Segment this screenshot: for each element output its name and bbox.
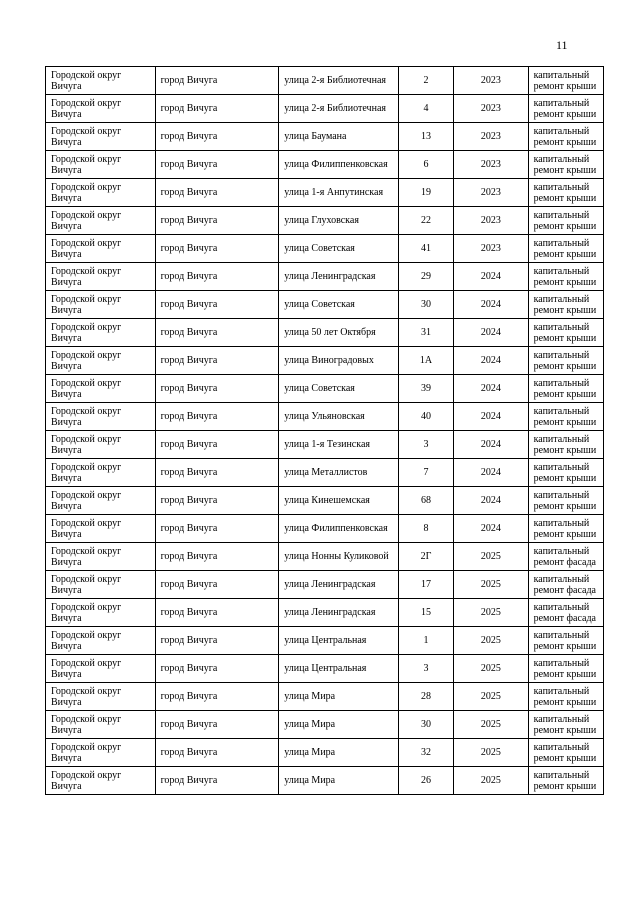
cell-planned-year: 2024 — [454, 515, 528, 543]
cell-house-number: 28 — [398, 683, 453, 711]
cell-municipal-district: Городской округ Вичуга — [46, 571, 156, 599]
cell-work-type: капитальный ремонт крыши — [528, 459, 603, 487]
table-row — [46, 263, 604, 291]
table-row — [46, 571, 604, 599]
table-row — [46, 599, 604, 627]
cell-municipal-district: Городской округ Вичуга — [46, 655, 156, 683]
cell-municipal-district: Городской округ Вичуга — [46, 403, 156, 431]
cell-work-type: капитальный ремонт крыши — [528, 711, 603, 739]
cell-house-number: 3 — [398, 431, 453, 459]
cell-street: улица Ленинградская — [279, 571, 399, 599]
cell-street: улица Ленинградская — [279, 263, 399, 291]
cell-municipal-district: Городской округ Вичуга — [46, 711, 156, 739]
cell-house-number: 1 — [398, 627, 453, 655]
cell-planned-year: 2024 — [454, 347, 528, 375]
page-number: 11 — [556, 38, 568, 52]
cell-work-type: капитальный ремонт крыши — [528, 683, 603, 711]
cell-house-number: 3 — [398, 655, 453, 683]
cell-house-number: 29 — [398, 263, 453, 291]
cell-house-number: 13 — [398, 123, 453, 151]
cell-planned-year: 2025 — [454, 683, 528, 711]
cell-municipal-district: Городской округ Вичуга — [46, 67, 156, 95]
cell-work-type: капитальный ремонт крыши — [528, 767, 603, 795]
table-row — [46, 123, 604, 151]
cell-work-type: капитальный ремонт крыши — [528, 403, 603, 431]
cell-street: улица 50 лет Октября — [279, 319, 399, 347]
cell-settlement: город Вичуга — [155, 263, 279, 291]
table-row — [46, 543, 604, 571]
cell-house-number: 68 — [398, 487, 453, 515]
cell-work-type: капитальный ремонт крыши — [528, 487, 603, 515]
table-row — [46, 319, 604, 347]
cell-settlement: город Вичуга — [155, 179, 279, 207]
cell-work-type: капитальный ремонт крыши — [528, 375, 603, 403]
cell-street: улица Центральная — [279, 627, 399, 655]
cell-settlement: город Вичуга — [155, 375, 279, 403]
table-row — [46, 235, 604, 263]
cell-work-type: капитальный ремонт крыши — [528, 515, 603, 543]
table-row — [46, 207, 604, 235]
cell-work-type: капитальный ремонт крыши — [528, 235, 603, 263]
cell-street: улица Ульяновская — [279, 403, 399, 431]
cell-planned-year: 2024 — [454, 291, 528, 319]
cell-planned-year: 2025 — [454, 655, 528, 683]
cell-settlement: город Вичуга — [155, 683, 279, 711]
cell-settlement: город Вичуга — [155, 95, 279, 123]
cell-work-type: капитальный ремонт крыши — [528, 347, 603, 375]
table-row — [46, 767, 604, 795]
cell-settlement: город Вичуга — [155, 347, 279, 375]
cell-planned-year: 2025 — [454, 627, 528, 655]
cell-municipal-district: Городской округ Вичуга — [46, 235, 156, 263]
cell-settlement: город Вичуга — [155, 767, 279, 795]
table-row — [46, 711, 604, 739]
cell-municipal-district: Городской округ Вичуга — [46, 683, 156, 711]
table-row — [46, 627, 604, 655]
cell-settlement: город Вичуга — [155, 123, 279, 151]
cell-municipal-district: Городской округ Вичуга — [46, 515, 156, 543]
cell-municipal-district: Городской округ Вичуга — [46, 487, 156, 515]
cell-settlement: город Вичуга — [155, 515, 279, 543]
cell-street: улица 2-я Библиотечная — [279, 67, 399, 95]
cell-work-type: капитальный ремонт крыши — [528, 67, 603, 95]
cell-house-number: 22 — [398, 207, 453, 235]
cell-street: улица Глуховская — [279, 207, 399, 235]
cell-municipal-district: Городской округ Вичуга — [46, 263, 156, 291]
cell-street: улица Советская — [279, 375, 399, 403]
cell-house-number: 6 — [398, 151, 453, 179]
cell-street: улица Ленинградская — [279, 599, 399, 627]
cell-planned-year: 2023 — [454, 123, 528, 151]
cell-planned-year: 2024 — [454, 431, 528, 459]
cell-planned-year: 2025 — [454, 599, 528, 627]
cell-settlement: город Вичуга — [155, 67, 279, 95]
cell-planned-year: 2025 — [454, 571, 528, 599]
cell-municipal-district: Городской округ Вичуга — [46, 767, 156, 795]
cell-work-type: капитальный ремонт фасада — [528, 571, 603, 599]
cell-street: улица Центральная — [279, 655, 399, 683]
table-row — [46, 95, 604, 123]
cell-settlement: город Вичуга — [155, 291, 279, 319]
cell-settlement: город Вичуга — [155, 459, 279, 487]
cell-planned-year: 2025 — [454, 767, 528, 795]
cell-planned-year: 2023 — [454, 67, 528, 95]
cell-house-number: 31 — [398, 319, 453, 347]
cell-work-type: капитальный ремонт крыши — [528, 263, 603, 291]
cell-settlement: город Вичуга — [155, 235, 279, 263]
cell-settlement: город Вичуга — [155, 487, 279, 515]
cell-house-number: 2Г — [398, 543, 453, 571]
cell-planned-year: 2024 — [454, 459, 528, 487]
cell-house-number: 15 — [398, 599, 453, 627]
cell-street: улица Виноградовых — [279, 347, 399, 375]
cell-municipal-district: Городской округ Вичуга — [46, 95, 156, 123]
cell-planned-year: 2024 — [454, 319, 528, 347]
table-row — [46, 403, 604, 431]
cell-settlement: город Вичуга — [155, 431, 279, 459]
cell-house-number: 30 — [398, 711, 453, 739]
cell-settlement: город Вичуга — [155, 207, 279, 235]
cell-planned-year: 2023 — [454, 95, 528, 123]
cell-work-type: капитальный ремонт крыши — [528, 151, 603, 179]
cell-street: улица Мира — [279, 711, 399, 739]
cell-municipal-district: Городской округ Вичуга — [46, 627, 156, 655]
cell-street: улица 2-я Библиотечная — [279, 95, 399, 123]
cell-settlement: город Вичуга — [155, 711, 279, 739]
cell-house-number: 4 — [398, 95, 453, 123]
cell-planned-year: 2025 — [454, 543, 528, 571]
table-row — [46, 67, 604, 95]
cell-house-number: 39 — [398, 375, 453, 403]
cell-street: улица Советская — [279, 235, 399, 263]
cell-settlement: город Вичуга — [155, 571, 279, 599]
cell-municipal-district: Городской округ Вичуга — [46, 375, 156, 403]
cell-settlement: город Вичуга — [155, 599, 279, 627]
cell-municipal-district: Городской округ Вичуга — [46, 207, 156, 235]
table-row — [46, 655, 604, 683]
cell-street: улица 1-я Анпутинская — [279, 179, 399, 207]
cell-settlement: город Вичуга — [155, 403, 279, 431]
cell-settlement: город Вичуга — [155, 319, 279, 347]
cell-work-type: капитальный ремонт крыши — [528, 655, 603, 683]
cell-street: улица Нонны Куликовой — [279, 543, 399, 571]
cell-municipal-district: Городской округ Вичуга — [46, 347, 156, 375]
cell-municipal-district: Городской округ Вичуга — [46, 151, 156, 179]
cell-street: улица Мира — [279, 739, 399, 767]
cell-street: улица Мира — [279, 767, 399, 795]
table-row — [46, 179, 604, 207]
cell-planned-year: 2023 — [454, 151, 528, 179]
cell-municipal-district: Городской округ Вичуга — [46, 543, 156, 571]
cell-house-number: 40 — [398, 403, 453, 431]
cell-street: улица Филиппенковская — [279, 151, 399, 179]
cell-municipal-district: Городской округ Вичуга — [46, 291, 156, 319]
cell-work-type: капитальный ремонт фасада — [528, 599, 603, 627]
cell-house-number: 41 — [398, 235, 453, 263]
cell-work-type: капитальный ремонт крыши — [528, 123, 603, 151]
cell-planned-year: 2025 — [454, 711, 528, 739]
cell-street: улица Металлистов — [279, 459, 399, 487]
cell-house-number: 19 — [398, 179, 453, 207]
cell-work-type: капитальный ремонт фасада — [528, 543, 603, 571]
cell-planned-year: 2025 — [454, 739, 528, 767]
table-row — [46, 291, 604, 319]
cell-settlement: город Вичуга — [155, 627, 279, 655]
cell-work-type: капитальный ремонт крыши — [528, 95, 603, 123]
cell-street: улица Кинешемская — [279, 487, 399, 515]
cell-work-type: капитальный ремонт крыши — [528, 207, 603, 235]
table-row — [46, 347, 604, 375]
cell-municipal-district: Городской округ Вичуга — [46, 431, 156, 459]
cell-street: улица Мира — [279, 683, 399, 711]
table-body — [46, 67, 604, 795]
cell-settlement: город Вичуга — [155, 655, 279, 683]
cell-street: улица Филиппенковская — [279, 515, 399, 543]
cell-municipal-district: Городской округ Вичуга — [46, 179, 156, 207]
cell-municipal-district: Городской округ Вичуга — [46, 459, 156, 487]
cell-work-type: капитальный ремонт крыши — [528, 739, 603, 767]
cell-municipal-district: Городской округ Вичуга — [46, 319, 156, 347]
cell-street: улица 1-я Тезинская — [279, 431, 399, 459]
repair-schedule-table — [45, 66, 604, 795]
table-row — [46, 431, 604, 459]
table-row — [46, 739, 604, 767]
cell-planned-year: 2024 — [454, 263, 528, 291]
table-row — [46, 459, 604, 487]
table-row — [46, 375, 604, 403]
cell-planned-year: 2024 — [454, 403, 528, 431]
table-row — [46, 487, 604, 515]
cell-planned-year: 2023 — [454, 235, 528, 263]
cell-house-number: 32 — [398, 739, 453, 767]
table-row — [46, 151, 604, 179]
cell-planned-year: 2024 — [454, 375, 528, 403]
cell-planned-year: 2024 — [454, 487, 528, 515]
cell-planned-year: 2023 — [454, 179, 528, 207]
cell-municipal-district: Городской округ Вичуга — [46, 599, 156, 627]
cell-work-type: капитальный ремонт крыши — [528, 291, 603, 319]
cell-house-number: 30 — [398, 291, 453, 319]
cell-settlement: город Вичуга — [155, 151, 279, 179]
cell-house-number: 26 — [398, 767, 453, 795]
cell-settlement: город Вичуга — [155, 739, 279, 767]
table-row — [46, 683, 604, 711]
cell-municipal-district: Городской округ Вичуга — [46, 739, 156, 767]
cell-work-type: капитальный ремонт крыши — [528, 179, 603, 207]
cell-house-number: 7 — [398, 459, 453, 487]
cell-house-number: 17 — [398, 571, 453, 599]
cell-street: улица Баумана — [279, 123, 399, 151]
cell-settlement: город Вичуга — [155, 543, 279, 571]
cell-work-type: капитальный ремонт крыши — [528, 431, 603, 459]
cell-house-number: 1А — [398, 347, 453, 375]
cell-street: улица Советская — [279, 291, 399, 319]
cell-municipal-district: Городской округ Вичуга — [46, 123, 156, 151]
table-row — [46, 515, 604, 543]
cell-house-number: 8 — [398, 515, 453, 543]
cell-house-number: 2 — [398, 67, 453, 95]
cell-work-type: капитальный ремонт крыши — [528, 319, 603, 347]
cell-work-type: капитальный ремонт крыши — [528, 627, 603, 655]
cell-planned-year: 2023 — [454, 207, 528, 235]
